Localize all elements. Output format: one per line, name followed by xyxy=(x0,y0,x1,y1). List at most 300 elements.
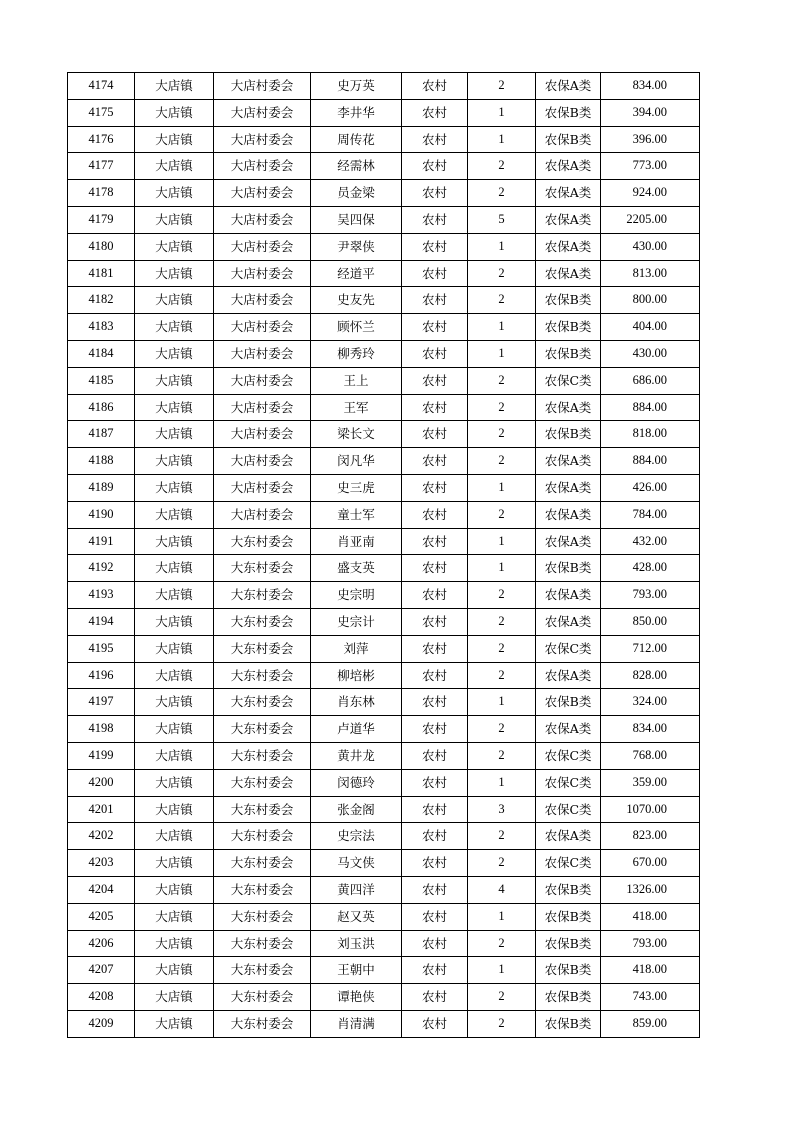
name-cell: 史万英 xyxy=(311,73,402,100)
area-type-cell: 农村 xyxy=(402,876,468,903)
household-size-cell: 1 xyxy=(468,903,536,930)
household-size-cell: 2 xyxy=(468,930,536,957)
household-size-cell: 2 xyxy=(468,1010,536,1037)
row-number-cell: 4207 xyxy=(68,957,135,984)
category-cell: 农保B类 xyxy=(536,984,601,1011)
amount-cell: 404.00 xyxy=(601,314,700,341)
name-cell: 肖东林 xyxy=(311,689,402,716)
category-cell: 农保A类 xyxy=(536,233,601,260)
table-row xyxy=(68,582,700,609)
category-cell: 农保A类 xyxy=(536,662,601,689)
town-cell: 大店镇 xyxy=(135,876,214,903)
town-cell: 大店镇 xyxy=(135,769,214,796)
row-number-cell: 4180 xyxy=(68,233,135,260)
name-cell: 闵凡华 xyxy=(311,448,402,475)
name-cell: 柳秀玲 xyxy=(311,340,402,367)
category-cell: 农保B类 xyxy=(536,126,601,153)
amount-cell: 768.00 xyxy=(601,742,700,769)
amount-cell: 924.00 xyxy=(601,180,700,207)
table-row xyxy=(68,742,700,769)
table-row xyxy=(68,957,700,984)
row-number-cell: 4188 xyxy=(68,448,135,475)
household-size-cell: 1 xyxy=(468,555,536,582)
name-cell: 谭艳侠 xyxy=(311,984,402,1011)
table-row xyxy=(68,126,700,153)
household-size-cell: 2 xyxy=(468,635,536,662)
category-cell: 农保A类 xyxy=(536,528,601,555)
area-type-cell: 农村 xyxy=(402,99,468,126)
town-cell: 大店镇 xyxy=(135,421,214,448)
area-type-cell: 农村 xyxy=(402,394,468,421)
row-number-cell: 4193 xyxy=(68,582,135,609)
category-cell: 农保B类 xyxy=(536,903,601,930)
area-type-cell: 农村 xyxy=(402,903,468,930)
amount-cell: 884.00 xyxy=(601,394,700,421)
area-type-cell: 农村 xyxy=(402,957,468,984)
town-cell: 大店镇 xyxy=(135,608,214,635)
area-type-cell: 农村 xyxy=(402,582,468,609)
area-type-cell: 农村 xyxy=(402,662,468,689)
town-cell: 大店镇 xyxy=(135,287,214,314)
row-number-cell: 4191 xyxy=(68,528,135,555)
town-cell: 大店镇 xyxy=(135,635,214,662)
row-number-cell: 4206 xyxy=(68,930,135,957)
table-row xyxy=(68,608,700,635)
amount-cell: 430.00 xyxy=(601,233,700,260)
area-type-cell: 农村 xyxy=(402,340,468,367)
category-cell: 农保C类 xyxy=(536,367,601,394)
category-cell: 农保B类 xyxy=(536,555,601,582)
row-number-cell: 4201 xyxy=(68,796,135,823)
amount-cell: 850.00 xyxy=(601,608,700,635)
table-row xyxy=(68,769,700,796)
village-committee-cell: 大东村委会 xyxy=(214,608,311,635)
town-cell: 大店镇 xyxy=(135,582,214,609)
household-size-cell: 1 xyxy=(468,99,536,126)
amount-cell: 426.00 xyxy=(601,474,700,501)
village-committee-cell: 大东村委会 xyxy=(214,957,311,984)
amount-cell: 418.00 xyxy=(601,903,700,930)
table-row xyxy=(68,206,700,233)
household-size-cell: 2 xyxy=(468,984,536,1011)
village-committee-cell: 大店村委会 xyxy=(214,126,311,153)
town-cell: 大店镇 xyxy=(135,903,214,930)
household-size-cell: 1 xyxy=(468,314,536,341)
household-size-cell: 2 xyxy=(468,823,536,850)
row-number-cell: 4209 xyxy=(68,1010,135,1037)
category-cell: 农保A类 xyxy=(536,260,601,287)
category-cell: 农保A类 xyxy=(536,582,601,609)
name-cell: 刘玉洪 xyxy=(311,930,402,957)
area-type-cell: 农村 xyxy=(402,555,468,582)
household-size-cell: 1 xyxy=(468,126,536,153)
town-cell: 大店镇 xyxy=(135,448,214,475)
village-committee-cell: 大店村委会 xyxy=(214,501,311,528)
row-number-cell: 4178 xyxy=(68,180,135,207)
name-cell: 赵又英 xyxy=(311,903,402,930)
name-cell: 顾怀兰 xyxy=(311,314,402,341)
table-row xyxy=(68,662,700,689)
table-row xyxy=(68,528,700,555)
village-committee-cell: 大东村委会 xyxy=(214,582,311,609)
table-row xyxy=(68,314,700,341)
row-number-cell: 4194 xyxy=(68,608,135,635)
household-size-cell: 2 xyxy=(468,421,536,448)
name-cell: 童士军 xyxy=(311,501,402,528)
area-type-cell: 农村 xyxy=(402,608,468,635)
row-number-cell: 4197 xyxy=(68,689,135,716)
amount-cell: 834.00 xyxy=(601,73,700,100)
household-size-cell: 2 xyxy=(468,73,536,100)
row-number-cell: 4205 xyxy=(68,903,135,930)
village-committee-cell: 大东村委会 xyxy=(214,823,311,850)
category-cell: 农保B类 xyxy=(536,876,601,903)
village-committee-cell: 大店村委会 xyxy=(214,260,311,287)
village-committee-cell: 大东村委会 xyxy=(214,635,311,662)
name-cell: 张金阁 xyxy=(311,796,402,823)
row-number-cell: 4182 xyxy=(68,287,135,314)
category-cell: 农保A类 xyxy=(536,501,601,528)
village-committee-cell: 大店村委会 xyxy=(214,233,311,260)
household-size-cell: 1 xyxy=(468,528,536,555)
name-cell: 柳培彬 xyxy=(311,662,402,689)
town-cell: 大店镇 xyxy=(135,796,214,823)
row-number-cell: 4174 xyxy=(68,73,135,100)
row-number-cell: 4195 xyxy=(68,635,135,662)
table-row xyxy=(68,930,700,957)
household-size-cell: 2 xyxy=(468,608,536,635)
table-row xyxy=(68,716,700,743)
category-cell: 农保B类 xyxy=(536,99,601,126)
town-cell: 大店镇 xyxy=(135,73,214,100)
household-size-cell: 2 xyxy=(468,742,536,769)
town-cell: 大店镇 xyxy=(135,555,214,582)
household-size-cell: 2 xyxy=(468,260,536,287)
amount-cell: 773.00 xyxy=(601,153,700,180)
category-cell: 农保B类 xyxy=(536,957,601,984)
amount-cell: 818.00 xyxy=(601,421,700,448)
area-type-cell: 农村 xyxy=(402,689,468,716)
town-cell: 大店镇 xyxy=(135,367,214,394)
town-cell: 大店镇 xyxy=(135,233,214,260)
table-row xyxy=(68,99,700,126)
category-cell: 农保C类 xyxy=(536,796,601,823)
village-committee-cell: 大东村委会 xyxy=(214,796,311,823)
name-cell: 卢道华 xyxy=(311,716,402,743)
category-cell: 农保C类 xyxy=(536,850,601,877)
amount-cell: 394.00 xyxy=(601,99,700,126)
table-row xyxy=(68,448,700,475)
area-type-cell: 农村 xyxy=(402,314,468,341)
row-number-cell: 4203 xyxy=(68,850,135,877)
name-cell: 梁长文 xyxy=(311,421,402,448)
table-row xyxy=(68,394,700,421)
amount-cell: 428.00 xyxy=(601,555,700,582)
name-cell: 史宗法 xyxy=(311,823,402,850)
table-row xyxy=(68,689,700,716)
category-cell: 农保A类 xyxy=(536,73,601,100)
amount-cell: 712.00 xyxy=(601,635,700,662)
name-cell: 黄井龙 xyxy=(311,742,402,769)
row-number-cell: 4208 xyxy=(68,984,135,1011)
village-committee-cell: 大店村委会 xyxy=(214,448,311,475)
category-cell: 农保C类 xyxy=(536,635,601,662)
area-type-cell: 农村 xyxy=(402,367,468,394)
village-committee-cell: 大店村委会 xyxy=(214,474,311,501)
row-number-cell: 4189 xyxy=(68,474,135,501)
household-size-cell: 2 xyxy=(468,287,536,314)
area-type-cell: 农村 xyxy=(402,742,468,769)
town-cell: 大店镇 xyxy=(135,314,214,341)
household-size-cell: 1 xyxy=(468,957,536,984)
amount-cell: 2205.00 xyxy=(601,206,700,233)
row-number-cell: 4183 xyxy=(68,314,135,341)
amount-cell: 784.00 xyxy=(601,501,700,528)
household-size-cell: 2 xyxy=(468,448,536,475)
household-size-cell: 1 xyxy=(468,340,536,367)
name-cell: 闵德玲 xyxy=(311,769,402,796)
table-row xyxy=(68,260,700,287)
village-committee-cell: 大东村委会 xyxy=(214,876,311,903)
area-type-cell: 农村 xyxy=(402,448,468,475)
amount-cell: 324.00 xyxy=(601,689,700,716)
town-cell: 大店镇 xyxy=(135,340,214,367)
category-cell: 农保A类 xyxy=(536,448,601,475)
village-committee-cell: 大东村委会 xyxy=(214,850,311,877)
table-row xyxy=(68,501,700,528)
amount-cell: 432.00 xyxy=(601,528,700,555)
amount-cell: 793.00 xyxy=(601,582,700,609)
row-number-cell: 4177 xyxy=(68,153,135,180)
amount-cell: 359.00 xyxy=(601,769,700,796)
town-cell: 大店镇 xyxy=(135,474,214,501)
row-number-cell: 4202 xyxy=(68,823,135,850)
table-row xyxy=(68,796,700,823)
household-size-cell: 2 xyxy=(468,367,536,394)
area-type-cell: 农村 xyxy=(402,930,468,957)
row-number-cell: 4184 xyxy=(68,340,135,367)
household-size-cell: 2 xyxy=(468,394,536,421)
name-cell: 史友先 xyxy=(311,287,402,314)
category-cell: 农保A类 xyxy=(536,394,601,421)
town-cell: 大店镇 xyxy=(135,742,214,769)
name-cell: 马文侠 xyxy=(311,850,402,877)
category-cell: 农保B类 xyxy=(536,421,601,448)
table-row xyxy=(68,421,700,448)
name-cell: 员金梁 xyxy=(311,180,402,207)
household-size-cell: 2 xyxy=(468,180,536,207)
amount-cell: 1326.00 xyxy=(601,876,700,903)
village-committee-cell: 大店村委会 xyxy=(214,180,311,207)
town-cell: 大店镇 xyxy=(135,206,214,233)
name-cell: 黄四洋 xyxy=(311,876,402,903)
table-row xyxy=(68,823,700,850)
table-row xyxy=(68,984,700,1011)
data-table xyxy=(67,72,700,1038)
table-row xyxy=(68,233,700,260)
household-size-cell: 3 xyxy=(468,796,536,823)
village-committee-cell: 大东村委会 xyxy=(214,528,311,555)
table-row xyxy=(68,73,700,100)
name-cell: 王朝中 xyxy=(311,957,402,984)
village-committee-cell: 大东村委会 xyxy=(214,903,311,930)
name-cell: 李井华 xyxy=(311,99,402,126)
category-cell: 农保B类 xyxy=(536,340,601,367)
household-size-cell: 1 xyxy=(468,769,536,796)
row-number-cell: 4199 xyxy=(68,742,135,769)
household-size-cell: 2 xyxy=(468,501,536,528)
amount-cell: 823.00 xyxy=(601,823,700,850)
name-cell: 尹翠侠 xyxy=(311,233,402,260)
row-number-cell: 4175 xyxy=(68,99,135,126)
household-size-cell: 1 xyxy=(468,474,536,501)
category-cell: 农保A类 xyxy=(536,153,601,180)
area-type-cell: 农村 xyxy=(402,984,468,1011)
row-number-cell: 4176 xyxy=(68,126,135,153)
table-body xyxy=(68,73,700,1038)
area-type-cell: 农村 xyxy=(402,796,468,823)
category-cell: 农保B类 xyxy=(536,689,601,716)
row-number-cell: 4186 xyxy=(68,394,135,421)
area-type-cell: 农村 xyxy=(402,206,468,233)
amount-cell: 800.00 xyxy=(601,287,700,314)
household-size-cell: 2 xyxy=(468,582,536,609)
village-committee-cell: 大店村委会 xyxy=(214,287,311,314)
village-committee-cell: 大店村委会 xyxy=(214,153,311,180)
category-cell: 农保A类 xyxy=(536,608,601,635)
amount-cell: 686.00 xyxy=(601,367,700,394)
row-number-cell: 4187 xyxy=(68,421,135,448)
amount-cell: 828.00 xyxy=(601,662,700,689)
town-cell: 大店镇 xyxy=(135,957,214,984)
amount-cell: 430.00 xyxy=(601,340,700,367)
village-committee-cell: 大东村委会 xyxy=(214,984,311,1011)
row-number-cell: 4204 xyxy=(68,876,135,903)
area-type-cell: 农村 xyxy=(402,474,468,501)
name-cell: 史三虎 xyxy=(311,474,402,501)
row-number-cell: 4192 xyxy=(68,555,135,582)
area-type-cell: 农村 xyxy=(402,421,468,448)
category-cell: 农保B类 xyxy=(536,314,601,341)
amount-cell: 793.00 xyxy=(601,930,700,957)
area-type-cell: 农村 xyxy=(402,126,468,153)
household-size-cell: 2 xyxy=(468,153,536,180)
village-committee-cell: 大东村委会 xyxy=(214,716,311,743)
table-row xyxy=(68,1010,700,1037)
area-type-cell: 农村 xyxy=(402,287,468,314)
area-type-cell: 农村 xyxy=(402,528,468,555)
row-number-cell: 4185 xyxy=(68,367,135,394)
name-cell: 王军 xyxy=(311,394,402,421)
area-type-cell: 农村 xyxy=(402,153,468,180)
name-cell: 肖亚南 xyxy=(311,528,402,555)
table-row xyxy=(68,635,700,662)
town-cell: 大店镇 xyxy=(135,662,214,689)
town-cell: 大店镇 xyxy=(135,126,214,153)
row-number-cell: 4200 xyxy=(68,769,135,796)
area-type-cell: 农村 xyxy=(402,850,468,877)
town-cell: 大店镇 xyxy=(135,501,214,528)
name-cell: 史宗明 xyxy=(311,582,402,609)
category-cell: 农保A类 xyxy=(536,206,601,233)
category-cell: 农保B类 xyxy=(536,930,601,957)
village-committee-cell: 大店村委会 xyxy=(214,206,311,233)
name-cell: 刘萍 xyxy=(311,635,402,662)
name-cell: 史宗计 xyxy=(311,608,402,635)
row-number-cell: 4190 xyxy=(68,501,135,528)
area-type-cell: 农村 xyxy=(402,501,468,528)
village-committee-cell: 大店村委会 xyxy=(214,314,311,341)
town-cell: 大店镇 xyxy=(135,528,214,555)
row-number-cell: 4179 xyxy=(68,206,135,233)
area-type-cell: 农村 xyxy=(402,635,468,662)
table-row xyxy=(68,850,700,877)
name-cell: 盛支英 xyxy=(311,555,402,582)
category-cell: 农保A类 xyxy=(536,180,601,207)
village-committee-cell: 大东村委会 xyxy=(214,689,311,716)
household-size-cell: 5 xyxy=(468,206,536,233)
area-type-cell: 农村 xyxy=(402,716,468,743)
table-row xyxy=(68,367,700,394)
row-number-cell: 4198 xyxy=(68,716,135,743)
household-size-cell: 2 xyxy=(468,850,536,877)
row-number-cell: 4196 xyxy=(68,662,135,689)
area-type-cell: 农村 xyxy=(402,233,468,260)
household-size-cell: 4 xyxy=(468,876,536,903)
village-committee-cell: 大东村委会 xyxy=(214,555,311,582)
area-type-cell: 农村 xyxy=(402,73,468,100)
town-cell: 大店镇 xyxy=(135,1010,214,1037)
village-committee-cell: 大店村委会 xyxy=(214,394,311,421)
village-committee-cell: 大东村委会 xyxy=(214,930,311,957)
category-cell: 农保B类 xyxy=(536,1010,601,1037)
amount-cell: 396.00 xyxy=(601,126,700,153)
name-cell: 肖清满 xyxy=(311,1010,402,1037)
village-committee-cell: 大东村委会 xyxy=(214,662,311,689)
table-row xyxy=(68,180,700,207)
area-type-cell: 农村 xyxy=(402,180,468,207)
town-cell: 大店镇 xyxy=(135,930,214,957)
town-cell: 大店镇 xyxy=(135,180,214,207)
household-size-cell: 2 xyxy=(468,716,536,743)
amount-cell: 743.00 xyxy=(601,984,700,1011)
town-cell: 大店镇 xyxy=(135,850,214,877)
area-type-cell: 农村 xyxy=(402,823,468,850)
table-row xyxy=(68,153,700,180)
table-row xyxy=(68,474,700,501)
household-size-cell: 1 xyxy=(468,689,536,716)
town-cell: 大店镇 xyxy=(135,823,214,850)
village-committee-cell: 大店村委会 xyxy=(214,99,311,126)
area-type-cell: 农村 xyxy=(402,1010,468,1037)
amount-cell: 859.00 xyxy=(601,1010,700,1037)
amount-cell: 813.00 xyxy=(601,260,700,287)
town-cell: 大店镇 xyxy=(135,689,214,716)
amount-cell: 884.00 xyxy=(601,448,700,475)
name-cell: 王上 xyxy=(311,367,402,394)
category-cell: 农保C类 xyxy=(536,769,601,796)
amount-cell: 1070.00 xyxy=(601,796,700,823)
table-row xyxy=(68,340,700,367)
name-cell: 经需林 xyxy=(311,153,402,180)
amount-cell: 670.00 xyxy=(601,850,700,877)
area-type-cell: 农村 xyxy=(402,260,468,287)
area-type-cell: 农村 xyxy=(402,769,468,796)
village-committee-cell: 大店村委会 xyxy=(214,367,311,394)
town-cell: 大店镇 xyxy=(135,260,214,287)
name-cell: 周传花 xyxy=(311,126,402,153)
category-cell: 农保A类 xyxy=(536,823,601,850)
